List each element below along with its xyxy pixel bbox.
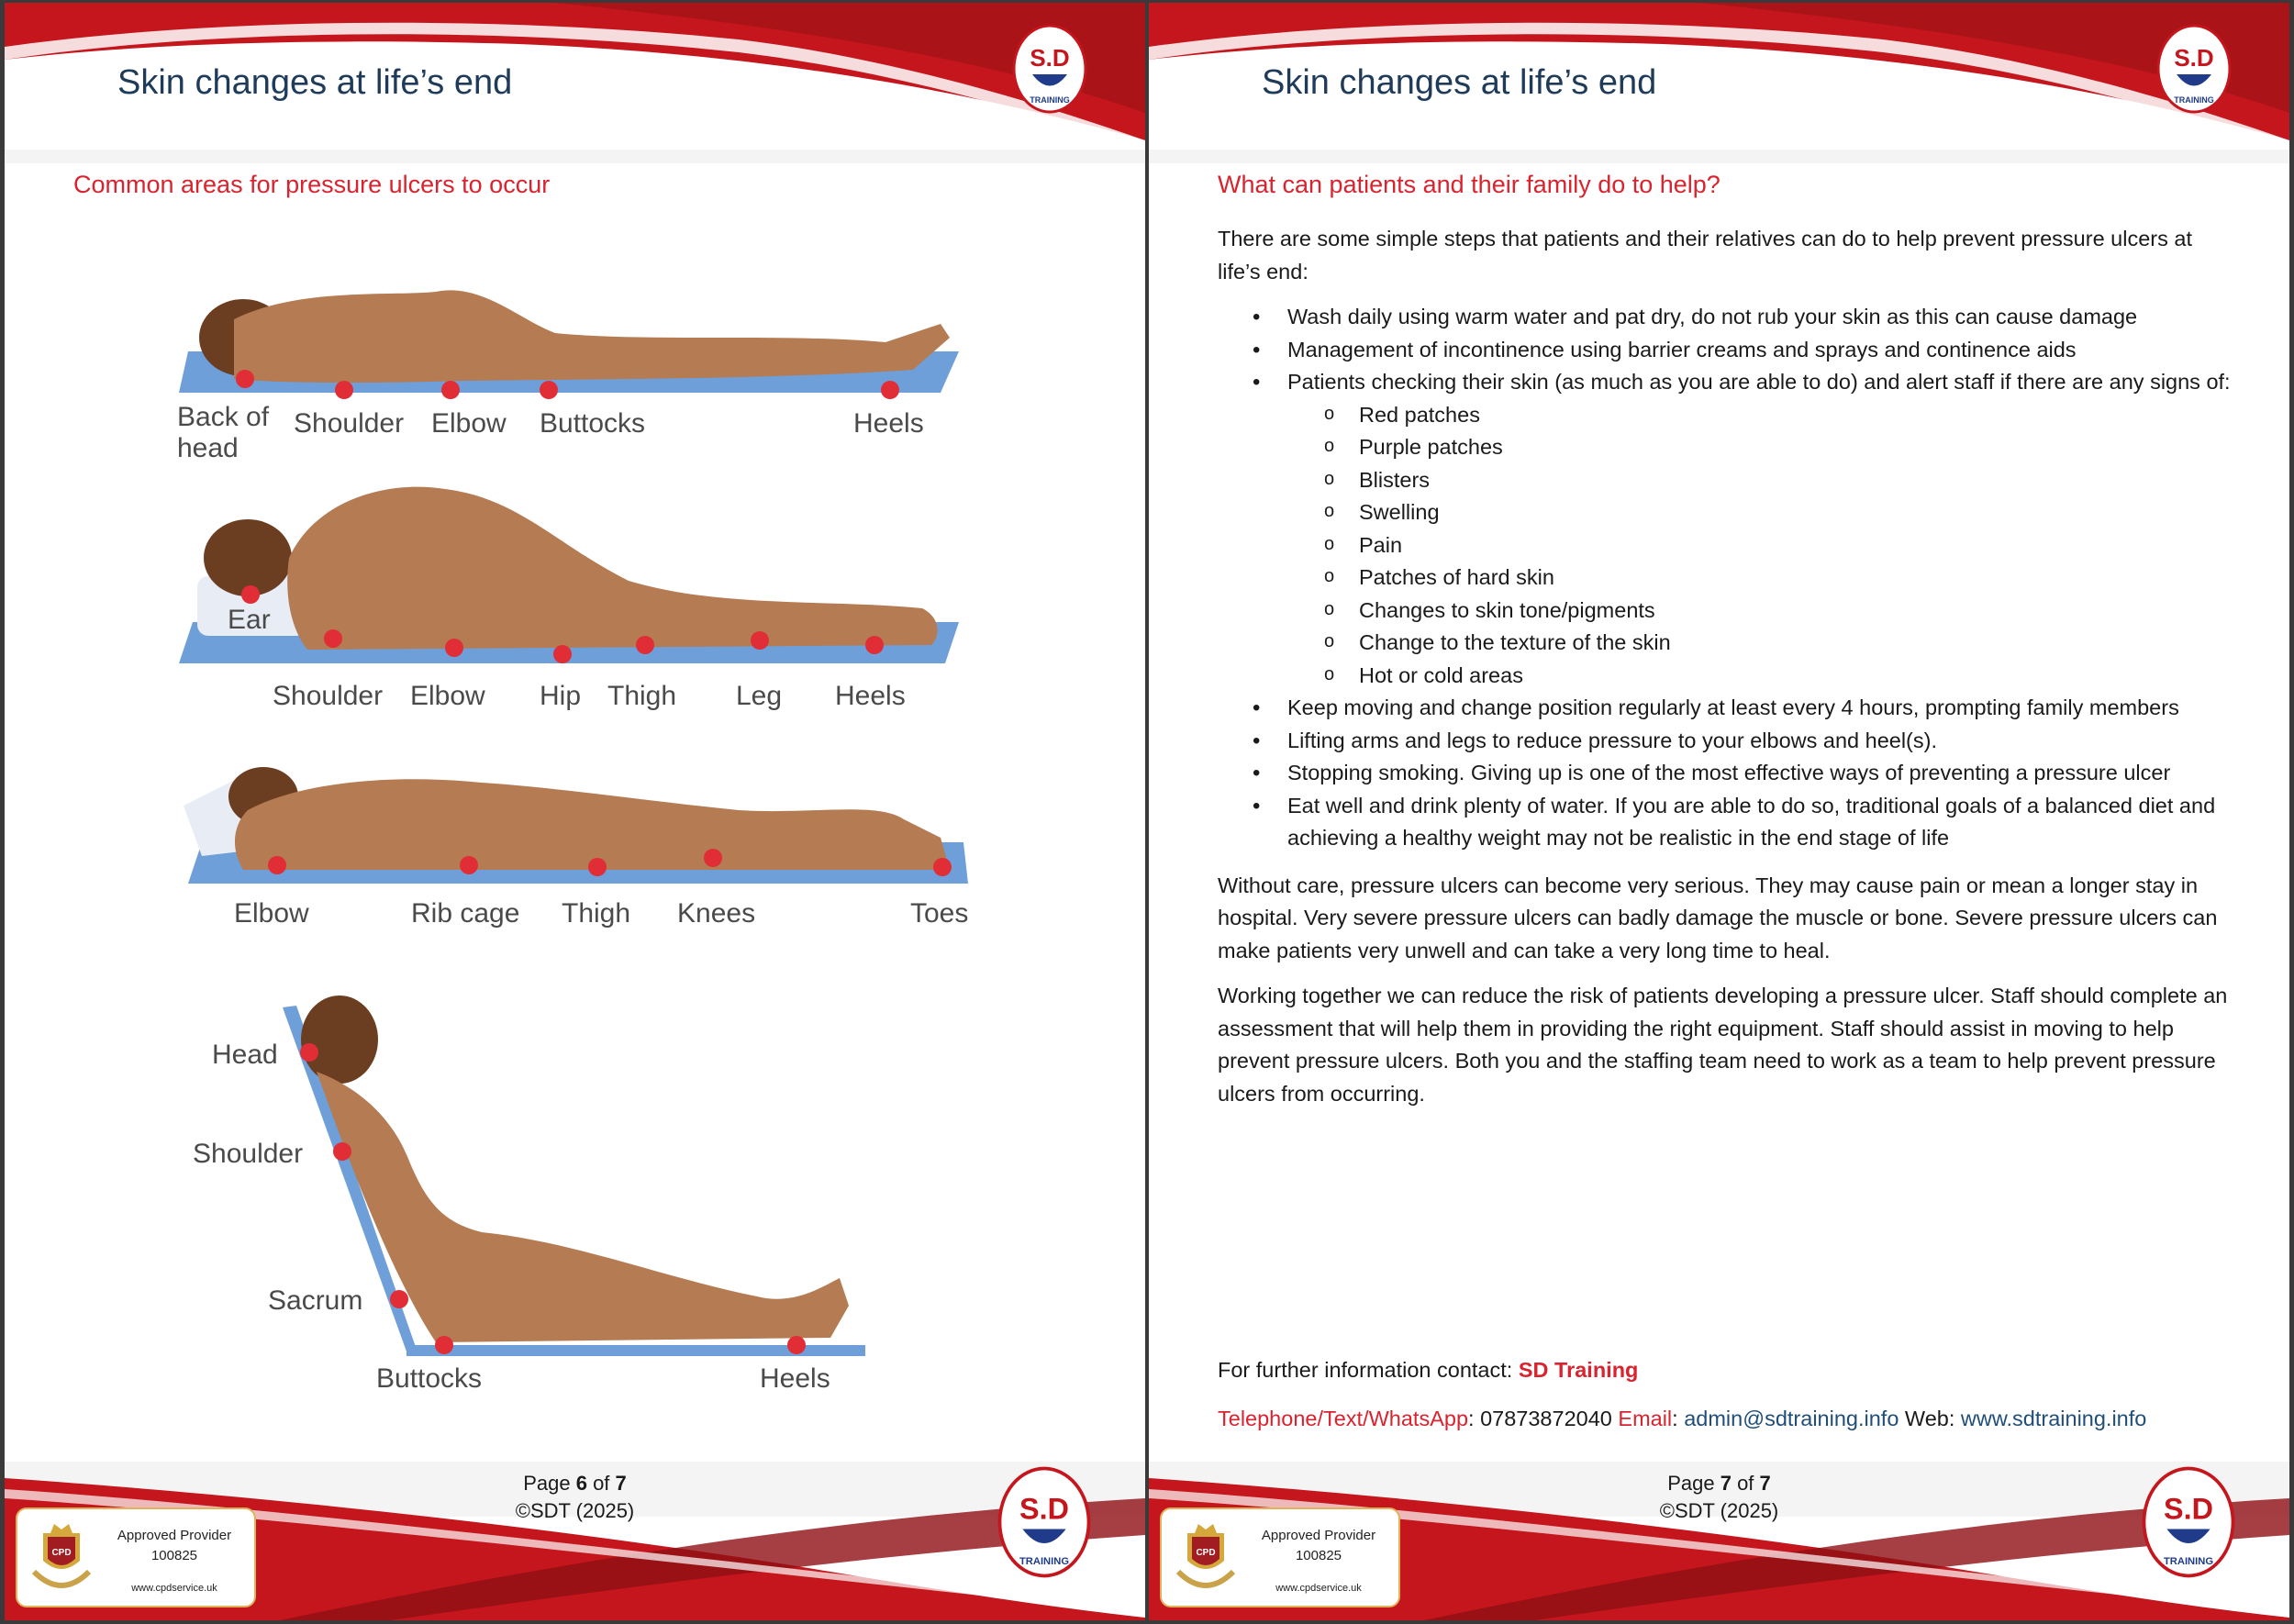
svg-text:TRAINING: TRAINING (2174, 95, 2214, 105)
cpd-crest-icon (1169, 1517, 1242, 1599)
sign-item: o Pain (1359, 529, 2236, 562)
section-heading: What can patients and their family do to help? (1218, 171, 1720, 198)
label-ear: Ear (228, 605, 271, 635)
label-thigh-3: Thigh (562, 898, 631, 929)
cpd-url: www.cpdservice.uk (131, 1583, 217, 1594)
email-link[interactable]: admin@sdtraining.info (1684, 1407, 1899, 1430)
label-head: head (177, 433, 239, 463)
sign-item: o Purple patches (1359, 431, 2236, 464)
label-heels-4: Heels (760, 1363, 830, 1394)
sd-training-logo-footer (997, 1465, 1091, 1579)
sd-training-logo (2156, 24, 2232, 114)
intro-paragraph: There are some simple steps that patients and their relatives can do to help prevent pressure ulcers at life’s end: (1218, 227, 2192, 284)
paragraph-together: Working together we can reduce the risk of patients developing a pressure ulcer. Staff should complete an assessment that will help them in providing the right equipment. Staff should assist in moving to help prevent pressure ulcers. Both you and the staffing team need to work as a team to help prevent pressure ulcers from occurring. (1218, 984, 2228, 1106)
label-heels-2: Heels (835, 681, 906, 711)
label-leg: Leg (736, 681, 783, 711)
label-shoulder-2: Shoulder (273, 681, 384, 711)
svg-text:TRAINING: TRAINING (1019, 1556, 1070, 1568)
svg-text:S.D: S.D (1019, 1492, 1069, 1526)
list-item: • Lifting arms and legs to reduce pressure to your elbows and heel(s). (1287, 725, 2236, 758)
marker-elbow-3 (268, 856, 286, 874)
label-shoulder-1: Shoulder (294, 408, 405, 439)
cpd-crest-icon (25, 1517, 98, 1599)
marker-shoulder-4 (333, 1142, 351, 1161)
phone-number: : 07873872040 (1468, 1407, 1619, 1430)
marker-heels-1 (881, 381, 899, 399)
svg-text:TRAINING: TRAINING (2163, 1556, 2214, 1568)
cpd-approved-provider: Approved Provider (1261, 1528, 1376, 1543)
marker-elbow-2 (445, 639, 463, 657)
copyright: ©SDT (2025) (1659, 1499, 1779, 1522)
label-back-of: Back of (177, 402, 270, 432)
document-title: Skin changes at life’s end (117, 63, 513, 102)
sign-item: o Change to the texture of the skin (1359, 627, 2236, 660)
label-elbow-1: Elbow (431, 408, 507, 439)
svg-text:CPD: CPD (1196, 1548, 1216, 1558)
marker-rib-cage (460, 856, 478, 874)
page-7 (1149, 3, 2289, 1620)
svg-text:S.D: S.D (2164, 1492, 2213, 1526)
marker-shoulder-2 (324, 629, 342, 648)
marker-thigh-3 (588, 858, 607, 876)
svg-text:S.D: S.D (2174, 44, 2214, 72)
marker-back-of-head (236, 370, 254, 388)
sign-item: o Changes to skin tone/pigments (1359, 595, 2236, 628)
sign-item: o Hot or cold areas (1359, 660, 2236, 693)
marker-buttocks-4 (435, 1336, 453, 1354)
pose-prone (184, 767, 968, 929)
label-buttocks-1: Buttocks (540, 408, 646, 439)
paragraph-care: Without care, pressure ulcers can become very serious. They may cause pain or mean a longer stay in hospital. Very severe pressure ulcers can badly damage the muscle or bone. Severe pressure ulcers can make patients very unwell and can take a very long time to heal. (1218, 873, 2218, 962)
marker-ear (241, 585, 260, 604)
sign-item: o Red patches (1359, 399, 2236, 432)
web-link[interactable]: www.sdtraining.info (1960, 1407, 2147, 1430)
page-number: Page 7 of 7 (1667, 1472, 1771, 1495)
marker-buttocks-1 (540, 381, 558, 399)
document-title: Skin changes at life’s end (1262, 63, 1657, 102)
body-text (1218, 223, 2236, 1123)
marker-sacrum (390, 1290, 408, 1308)
marker-knees (704, 849, 722, 867)
sign-item: o Patches of hard skin (1359, 562, 2236, 595)
label-thigh-2: Thigh (607, 681, 677, 711)
label-toes: Toes (910, 898, 969, 929)
sd-training-logo (1012, 24, 1087, 114)
label-knees: Knees (677, 898, 756, 929)
pose-side (179, 487, 959, 711)
list-item-signs: • Patients checking their skin (as much as you are able to do) and alert staff if there are any signs of: o Red patches o Purple patches o Blisters o Swelling o Pain o Patches of hard skin o Changes to skin tone/pigments o Change to the texture of the skin o Hot or cold areas (1287, 366, 2236, 692)
page-6 (5, 3, 1145, 1620)
contact-details: Telephone/Text/WhatsApp: 07873872040 Email: admin@sdtraining.info Web: www.sdtraining.info (1218, 1407, 2147, 1430)
sd-training-logo-footer (2142, 1465, 2235, 1579)
label-head-4: Head (212, 1040, 278, 1070)
page-number: Page 6 of 7 (523, 1472, 627, 1495)
sign-item: o Blisters (1359, 464, 2236, 497)
cpd-approved-provider: Approved Provider (117, 1528, 232, 1543)
marker-leg (751, 631, 769, 650)
section-heading: Common areas for pressure ulcers to occur (73, 171, 551, 198)
pressure-ulcer-areas-figure (5, 232, 1145, 1425)
cpd-url: www.cpdservice.uk (1275, 1583, 1362, 1594)
cpd-approved-provider-badge (1160, 1507, 1400, 1607)
list-item: • Keep moving and change position regularly at least every 4 hours, prompting family members (1287, 692, 2236, 725)
marker-head (300, 1043, 318, 1062)
logo-text: S.D (1030, 44, 1070, 72)
pose-sitting (193, 996, 865, 1394)
logo-subtext: TRAINING (1030, 95, 1070, 105)
advice-list (1218, 301, 2236, 855)
cpd-number: 100825 (150, 1548, 198, 1563)
label-buttocks-4: Buttocks (376, 1363, 483, 1394)
list-item: • Wash daily using warm water and pat dry, do not rub your skin as this can cause damage (1287, 301, 2236, 334)
marker-hip (553, 645, 572, 663)
marker-toes (933, 858, 952, 876)
marker-heels-4 (787, 1336, 806, 1354)
contact-org: SD Training (1518, 1358, 1639, 1382)
copyright: ©SDT (2025) (515, 1499, 635, 1522)
label-sacrum: Sacrum (268, 1285, 363, 1316)
label-rib-cage: Rib cage (411, 898, 520, 929)
marker-elbow-1 (441, 381, 460, 399)
label-hip: Hip (540, 681, 582, 711)
label-shoulder-4: Shoulder (193, 1139, 304, 1169)
list-item: • Management of incontinence using barrier creams and sprays and continence aids (1287, 334, 2236, 367)
cpd-number: 100825 (1295, 1548, 1342, 1563)
marker-shoulder-1 (335, 381, 353, 399)
signs-list (1287, 399, 2236, 693)
pose-supine (177, 290, 959, 463)
label-elbow-2: Elbow (410, 681, 485, 711)
marker-thigh-2 (636, 636, 654, 654)
cpd-approved-provider-badge (16, 1507, 256, 1607)
contact-line: For further information contact: SD Training (1218, 1358, 1639, 1382)
sign-item: o Swelling (1359, 496, 2236, 529)
cpd-crest-text: CPD (51, 1548, 72, 1558)
label-heels-1: Heels (853, 408, 924, 439)
marker-heels-2 (865, 636, 884, 654)
list-item: • Stopping smoking. Giving up is one of the most effective ways of preventing a pressure ulcer (1287, 757, 2236, 790)
list-item: • Eat well and drink plenty of water. If you are able to do so, traditional goals of a balanced diet and achieving a healthy weight may not be realistic in the end stage of life (1287, 790, 2236, 855)
label-elbow-3: Elbow (234, 898, 309, 929)
